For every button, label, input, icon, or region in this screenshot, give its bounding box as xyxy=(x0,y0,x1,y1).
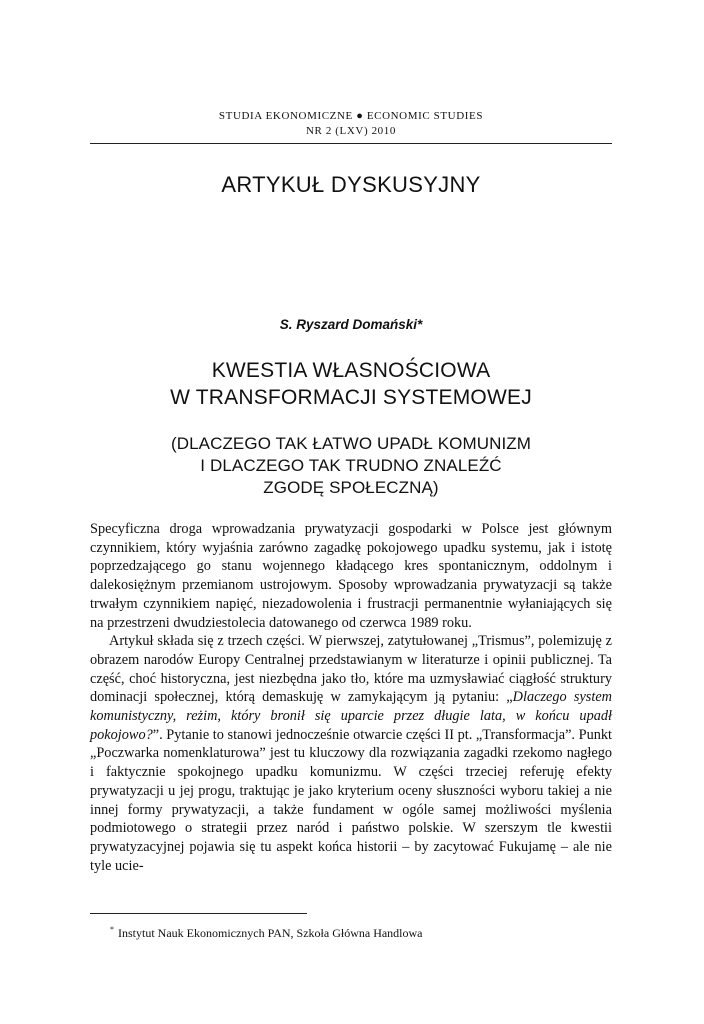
journal-name-en: ECONOMIC STUDIES xyxy=(366,110,484,122)
title-line-1: KWESTIA WŁASNOŚCIOWA xyxy=(211,359,491,382)
running-head xyxy=(90,109,612,139)
paragraph-2-quote: Dlaczego system komunistyczny, reżim, który bronił się uparcie przez długie lata, w końcu upadł pokojowo? xyxy=(90,689,612,743)
footnote-rule xyxy=(90,913,307,914)
footnote-text: Instytut Nauk Ekonomicznych PAN, Szkoła Główna Handlowa xyxy=(118,926,423,940)
article-body xyxy=(90,520,612,875)
footnote xyxy=(110,925,610,941)
journal-name-pl: STUDIA EKONOMICZNE xyxy=(218,110,353,122)
article-title xyxy=(90,357,612,411)
paragraph-2-end: ”. Pytanie to stanowi jednocześnie otwarcie części II pt. „Transformacja”. Punkt „Poczwarka nomenklaturowa” jest tu kluczowy dla rozwiązania zagadki rzekomo nagłego i faktycznie spokojnego upadku komunizmu. W części trzeciej referuję efekty prywatyzacji u jej progu, traktując je jako kryterium oceny słuszności wyboru takiej a nie innej formy prywatyzacji, a także fundament w ogóle samej możliwości myślenia podmiotowego o strategii przez naród i państwo polskie. W szerszym tle kwestii prywatyzacyjnej pojawia się tu aspekt końca historii – by zacytować Fukujamę – ale nie tyle ucie- xyxy=(90,726,612,874)
section-label: ARTYKUŁ DYSKUSYJNY xyxy=(221,172,481,197)
journal-line xyxy=(90,109,612,124)
subtitle-line-2: I DLACZEGO TAK TRUDNO ZNALEŹĆ xyxy=(200,456,502,475)
header-rule xyxy=(90,143,612,144)
separator-dot: ● xyxy=(356,110,364,122)
paragraph-1: Specyficzna droga wprowadzania prywatyzacji gospodarki w Polsce jest głównym czynnikiem, który wyjaśnia zarówno zagadkę pokojowego upadku systemu, jak i istotę poprzedzającego go stanu wojennego kładącego kres spontanicznym, oddolnym i dalekosiężnym przemianom ustrojowym. Sposoby wprowadzania prywatyzacji są także trwałym czynnikiem napięć, niezadowolenia i frustracji permanentnie wyłaniających się na przestrzeni dwudziestolecia datowanego od czerwca 1989 roku. xyxy=(90,521,612,631)
footnote-mark: * xyxy=(110,925,114,934)
author-name: S. Ryszard Domański* xyxy=(279,317,423,332)
subtitle-line-1: (DLACZEGO TAK ŁATWO UPADŁ KOMUNIZM xyxy=(170,434,532,453)
paragraph-2 xyxy=(90,632,612,875)
article-subtitle xyxy=(90,433,612,499)
title-line-2: W TRANSFORMACJI SYSTEMOWEJ xyxy=(170,386,532,409)
issue-number: NR 2 (LXV) 2010 xyxy=(306,125,396,137)
subtitle-line-3: ZGODĘ SPOŁECZNĄ) xyxy=(263,478,439,497)
paragraph-2-start: Artykuł składa się z trzech części. W pierwszej, zatytułowanej „Trismus”, polemizuję z obrazem narodów Europy Centralnej przedstawianym w literaturze i opinii publicznej. Ta część, choć historyczna, jest niezbędna jako tło, które ma uzmysławiać ciągłość struktury dominacji społecznej, którą demaskuję w zamykającym ją pytaniu: „ xyxy=(90,633,612,706)
